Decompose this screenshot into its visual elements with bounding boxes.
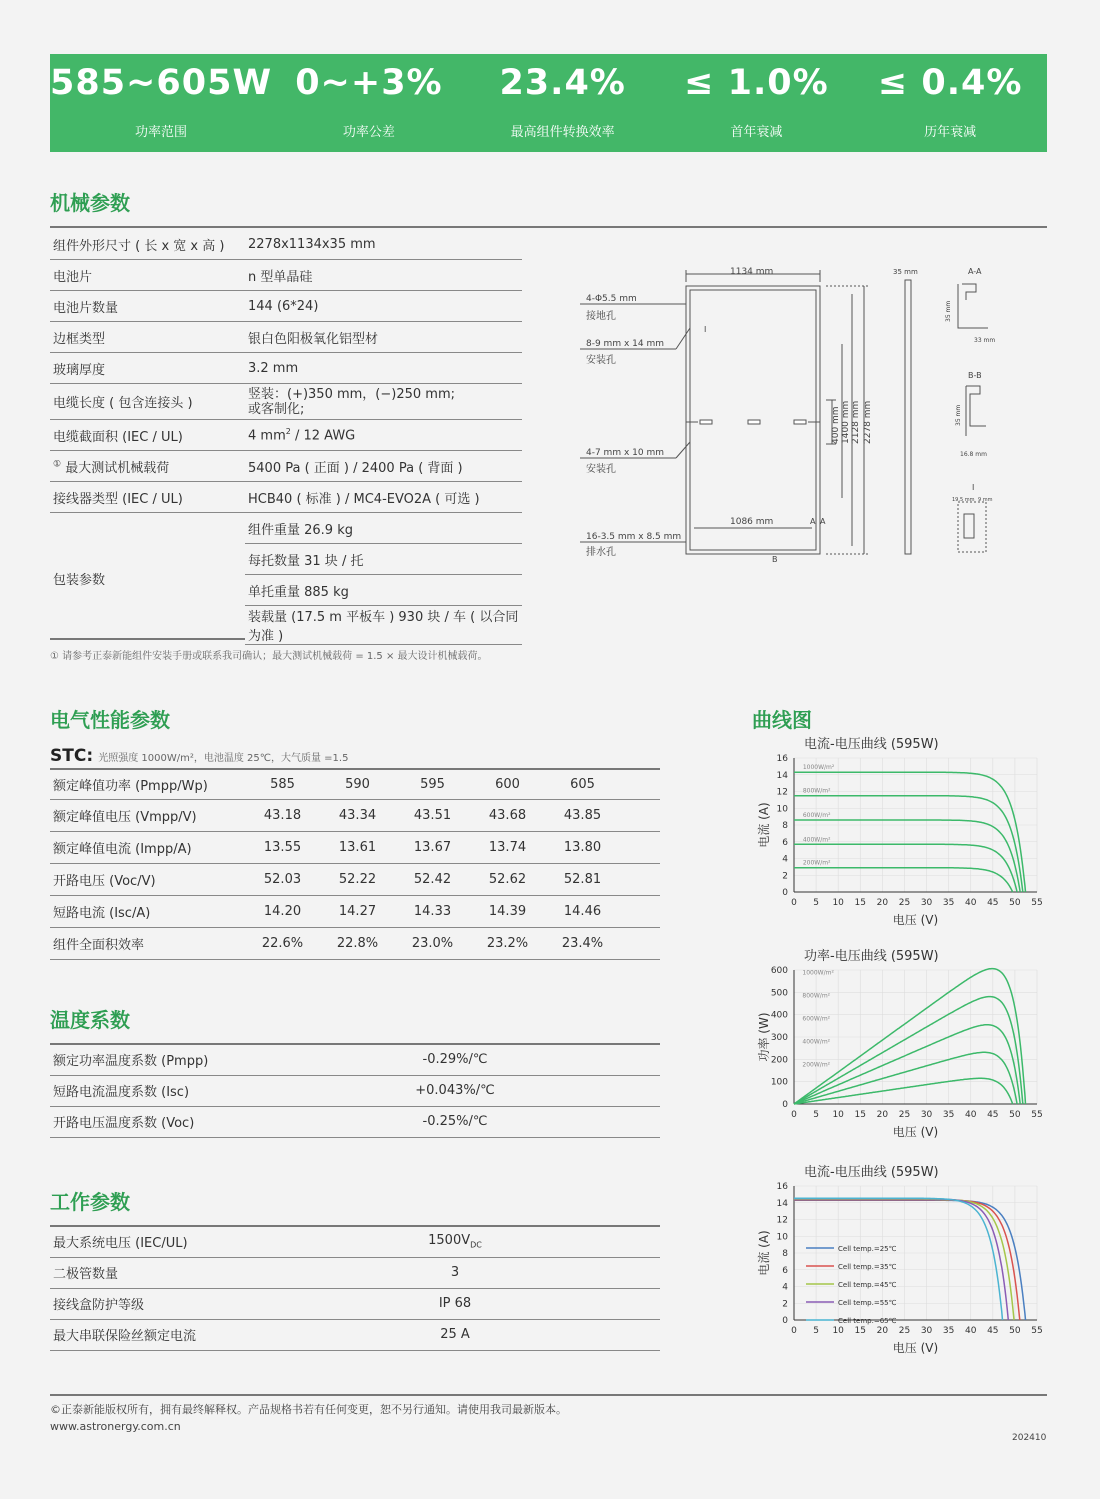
work-value: IP 68 — [350, 1288, 560, 1319]
mech-key: 电缆长度 ( 包含连接头 ) — [50, 384, 245, 420]
y-axis-label: 功率 (W) — [757, 1012, 771, 1062]
dim-bw: 16.8 mm — [960, 451, 987, 458]
x-tick-label: 25 — [898, 1110, 911, 1120]
y-tick-label: 6 — [782, 1265, 788, 1276]
work-title: 工作参数 — [50, 1190, 130, 1214]
y-tick-label: 10 — [776, 1232, 788, 1243]
x-tick-label: 40 — [965, 1110, 977, 1120]
elec-value: 600 — [470, 769, 545, 800]
table-row — [50, 1044, 660, 1075]
mech-key: 电池片 — [50, 260, 245, 291]
x-tick-label: 15 — [854, 898, 866, 908]
elec-table — [50, 769, 660, 960]
work-value: 25 A — [350, 1319, 560, 1350]
y-axis-label: 电流 (A) — [757, 802, 771, 848]
table-row — [50, 864, 660, 896]
dim-bh: 35 mm — [955, 404, 962, 426]
table-row — [50, 1226, 660, 1257]
y-tick-label: 16 — [776, 1182, 788, 1192]
section-bb — [966, 386, 986, 436]
mech-divider — [50, 226, 1047, 228]
mech-value: 银白色阳极氧化铝型材 — [245, 322, 522, 353]
x-tick-label: 35 — [942, 898, 955, 908]
mech-value: 2278x1134x35 mm — [245, 229, 522, 260]
elec-value: 14.33 — [395, 896, 470, 928]
x-tick-label: 40 — [965, 1326, 977, 1336]
elec-value: 23.0% — [395, 928, 470, 960]
x-tick-label: 5 — [813, 898, 819, 908]
y-tick-label: 12 — [776, 1215, 788, 1226]
max-voltage: 1500V — [428, 1232, 471, 1248]
elec-key: 组件全面积效率 — [50, 928, 245, 960]
kpi-power-tolerance — [272, 54, 466, 152]
y-tick-label: 600 — [770, 966, 788, 976]
dim-depth: 35 mm — [893, 268, 918, 276]
x-tick-label: 0 — [791, 898, 797, 908]
table-row — [50, 769, 660, 800]
x-tick-label: 15 — [854, 1326, 866, 1336]
x-tick-label: 40 — [965, 898, 977, 908]
y-tick-label: 2 — [782, 871, 788, 882]
footer-url[interactable]: www.astronergy.com.cn — [50, 1420, 181, 1433]
y-tick-label: 100 — [770, 1077, 788, 1088]
kpi-value: 23.4% — [499, 63, 626, 103]
elec-value: 52.03 — [245, 864, 320, 896]
mech-key — [50, 451, 245, 482]
table-row — [50, 513, 522, 544]
series-label: 600W/m² — [802, 811, 831, 819]
mech-key: 接线器类型 (IEC / UL) — [50, 482, 245, 513]
temp-key: 短路电流温度系数 (Isc) — [50, 1075, 350, 1106]
table-row — [50, 800, 660, 832]
pack-label: 包装参数 — [53, 573, 106, 589]
mech-key: 组件外形尺寸 ( 长 x 宽 x 高 ) — [50, 229, 245, 260]
elec-value: 43.18 — [245, 800, 320, 832]
y-tick-label: 200 — [770, 1055, 788, 1066]
marker-a: A — [820, 517, 826, 526]
kpi-power-range — [50, 54, 272, 152]
y-tick-label: 0 — [782, 888, 788, 898]
table-row — [50, 1106, 660, 1137]
elec-value: 14.20 — [245, 896, 320, 928]
work-key: 二极管数量 — [50, 1257, 350, 1288]
dim-1400: 1400 mm — [841, 400, 851, 444]
curves-title: 曲线图 — [752, 708, 812, 732]
module-drawing — [580, 262, 1040, 572]
x-tick-label: 45 — [987, 1326, 999, 1336]
dc-sub: DC — [470, 1240, 482, 1250]
elec-value: 43.51 — [395, 800, 470, 832]
table-row — [50, 928, 660, 960]
mech-key: 边框类型 — [50, 322, 245, 353]
x-axis-label: 电压 (V) — [892, 913, 939, 927]
x-tick-label: 55 — [1031, 1110, 1043, 1120]
elec-value: 52.81 — [545, 864, 620, 896]
hole-ground-label: 接地孔 — [586, 311, 616, 322]
y-tick-label: 2 — [782, 1299, 788, 1310]
label-i: I — [972, 483, 975, 492]
dim-iw: 19.5 mm — [952, 497, 975, 503]
y-tick-label: 8 — [782, 821, 788, 831]
table-row — [50, 482, 522, 513]
hole-mount-1: 8-9 mm x 14 mm — [586, 339, 664, 349]
mech-key: 电池片数量 — [50, 291, 245, 322]
kpi-annual-degradation — [853, 54, 1047, 152]
x-tick-label: 30 — [920, 1326, 933, 1336]
temp-value: -0.25%/℃ — [350, 1106, 560, 1137]
temp-value: -0.29%/℃ — [350, 1044, 560, 1075]
y-tick-label: 14 — [776, 770, 788, 781]
elec-value: 52.42 — [395, 864, 470, 896]
y-tick-label: 400 — [770, 1010, 788, 1021]
pack-divider — [50, 638, 245, 640]
table-row — [50, 229, 522, 260]
stc-label: STC: — [50, 746, 94, 766]
cable-length: 竖装：(+)350 mm，(−)250 mm; — [248, 386, 455, 402]
module-side — [905, 280, 911, 554]
detail-i — [958, 502, 986, 552]
temp-key: 额定功率温度系数 (Pmpp) — [50, 1044, 350, 1075]
series-label: 1000W/m² — [802, 969, 834, 977]
x-tick-label: 35 — [942, 1110, 955, 1120]
dim-2278: 2278 mm — [863, 400, 873, 444]
iv-irradiance-chart — [750, 730, 1050, 942]
x-tick-label: 45 — [987, 898, 999, 908]
series-label: 600W/m² — [802, 1015, 831, 1023]
kpi-label: 功率公差 — [342, 125, 395, 140]
table-row — [50, 896, 660, 928]
x-tick-label: 45 — [987, 1110, 999, 1120]
table-row — [50, 260, 522, 291]
series-line — [794, 868, 1013, 892]
label-aa: A-A — [968, 267, 982, 276]
x-tick-label: 0 — [791, 1326, 797, 1336]
mech-value: 3.2 mm — [245, 353, 522, 384]
series-label: 800W/m² — [802, 787, 831, 795]
elec-key: 开路电压 (Voc/V) — [50, 864, 245, 896]
pack-value: 每托数量 31 块 / 托 — [245, 544, 522, 575]
y-tick-label: 12 — [776, 787, 788, 798]
x-tick-label: 5 — [813, 1110, 819, 1120]
y-tick-label: 0 — [782, 1316, 788, 1326]
work-key: 接线盒防护等级 — [50, 1288, 350, 1319]
mech-key: 电缆截面积 (IEC / UL) — [50, 420, 245, 451]
table-row — [50, 353, 522, 384]
work-key: 最大串联保险丝额定电流 — [50, 1319, 350, 1350]
x-tick-label: 55 — [1031, 898, 1043, 908]
y-tick-label: 4 — [782, 854, 788, 865]
hole-mount-2: 4-7 mm x 10 mm — [586, 448, 664, 458]
elec-value: 13.55 — [245, 832, 320, 864]
elec-value: 43.34 — [320, 800, 395, 832]
work-value: 3 — [350, 1257, 560, 1288]
stc-note: 光照强度 1000W/m²，电池温度 25℃，大气质量 =1.5 — [98, 753, 349, 764]
legend-label: Cell temp.=55℃ — [838, 1299, 897, 1307]
table-row — [50, 384, 522, 420]
elec-key: 额定峰值功率 (Pmpp/Wp) — [50, 769, 245, 800]
iv-temperature-chart — [750, 1158, 1050, 1373]
legend-label: Cell temp.=35℃ — [838, 1263, 897, 1271]
footer-copyright: ©正泰新能版权所有，拥有最终解释权。产品规格书若有任何变更，恕不另行通知。请使用我司最新版本。 — [50, 1403, 567, 1416]
series-label: 400W/m² — [802, 836, 831, 844]
x-tick-label: 25 — [898, 898, 911, 908]
section-aa — [958, 284, 988, 328]
mech-table — [50, 229, 522, 645]
table-row — [50, 832, 660, 864]
marker-i: I — [704, 325, 707, 334]
elec-value: 52.22 — [320, 864, 395, 896]
kpi-value: ≤ 1.0% — [684, 63, 829, 103]
elec-title: 电气性能参数 — [50, 708, 170, 732]
chart-title: 功率-电压曲线 (595W) — [804, 949, 939, 964]
footer-divider — [50, 1394, 1047, 1396]
x-axis-label: 电压 (V) — [892, 1125, 939, 1139]
footer-code: 202410 — [1012, 1433, 1047, 1443]
y-tick-label: 500 — [770, 988, 788, 999]
y-tick-label: 0 — [782, 1100, 788, 1110]
temp-key: 开路电压温度系数 (Voc) — [50, 1106, 350, 1137]
hole-drain: 16-3.5 mm x 8.5 mm — [586, 532, 682, 542]
work-key: 最大系统电压 (IEC/UL) — [50, 1226, 350, 1257]
elec-value: 13.80 — [545, 832, 620, 864]
x-tick-label: 30 — [920, 1110, 933, 1120]
series-line — [794, 1078, 1013, 1104]
temp-value: +0.043%/℃ — [350, 1075, 560, 1106]
table-row — [50, 1288, 660, 1319]
table-row — [50, 1319, 660, 1350]
x-tick-label: 50 — [1009, 898, 1021, 908]
elec-value: 13.74 — [470, 832, 545, 864]
elec-value: 52.62 — [470, 864, 545, 896]
elec-value: 595 — [395, 769, 470, 800]
table-row — [50, 420, 522, 451]
x-tick-label: 20 — [876, 1326, 889, 1336]
series-label: 200W/m² — [802, 1061, 831, 1069]
work-value — [350, 1226, 560, 1257]
elec-value: 14.46 — [545, 896, 620, 928]
x-tick-label: 10 — [832, 898, 844, 908]
table-row — [50, 451, 522, 482]
elec-value: 23.4% — [545, 928, 620, 960]
elec-value: 43.85 — [545, 800, 620, 832]
mech-value — [245, 384, 522, 420]
mech-value: 4 $mm^2 / 12$ AWG — [245, 420, 522, 451]
elec-key: 额定峰值电流 (Impp/A) — [50, 832, 245, 864]
kpi-value: 0~+3% — [295, 63, 443, 103]
pack-value: 装载量 (17.5 m 平板车 ) 930 块 / 车 ( 以合同为准 ) — [245, 606, 522, 645]
y-tick-label: 6 — [782, 837, 788, 848]
dim-2128: 2128 mm — [851, 400, 861, 444]
kpi-efficiency — [466, 54, 660, 152]
dim-width: 1134 mm — [730, 267, 774, 277]
hole-drain-label: 排水孔 — [586, 547, 616, 558]
dim-aw: 33 mm — [974, 337, 996, 344]
x-tick-label: 55 — [1031, 1326, 1043, 1336]
temp-table — [50, 1044, 660, 1138]
y-tick-label: 10 — [776, 804, 788, 815]
kpi-banner — [50, 54, 1047, 152]
dim-ah: 35 mm — [945, 300, 952, 322]
work-table — [50, 1226, 660, 1351]
x-tick-label: 50 — [1009, 1110, 1021, 1120]
y-tick-label: 16 — [776, 754, 788, 764]
marker-b: B — [772, 555, 778, 564]
mech-value: n 型单晶硅 — [245, 260, 522, 291]
kpi-value: 585~605W — [50, 63, 273, 103]
elec-value: 14.27 — [320, 896, 395, 928]
elec-key: 短路电流 (Isc/A) — [50, 896, 245, 928]
chart-title: 电流-电压曲线 (595W) — [804, 737, 939, 752]
elec-value: 13.67 — [395, 832, 470, 864]
elec-value: 605 — [545, 769, 620, 800]
series-label: 200W/m² — [802, 859, 831, 867]
chart-title: 电流-电压曲线 (595W) — [804, 1165, 939, 1180]
mech-title: 机械参数 — [50, 191, 130, 215]
x-tick-label: 50 — [1009, 1326, 1021, 1336]
hole-mount-2-label: 安装孔 — [586, 464, 616, 475]
hole-mount-1-label: 安装孔 — [586, 355, 616, 366]
elec-value: 590 — [320, 769, 395, 800]
table-row — [50, 1075, 660, 1106]
y-tick-label: 8 — [782, 1249, 788, 1259]
pack-value: 单托重量 885 kg — [245, 575, 522, 606]
series-line — [794, 820, 1020, 892]
kpi-value: ≤ 0.4% — [877, 63, 1023, 103]
pv-irradiance-chart — [750, 942, 1050, 1154]
legend-label: Cell temp.=65℃ — [838, 1317, 897, 1325]
dim-400: 400 mm — [831, 406, 841, 444]
x-tick-label: 30 — [920, 898, 933, 908]
x-axis-label: 电压 (V) — [892, 1341, 939, 1355]
series-label: 800W/m² — [802, 992, 831, 1000]
temp-title: 温度系数 — [50, 1008, 130, 1032]
mech-value: 144 (6*24) — [245, 291, 522, 322]
x-tick-label: 15 — [854, 1110, 866, 1120]
elec-value: 23.2% — [470, 928, 545, 960]
table-row — [50, 291, 522, 322]
marker-a: A — [810, 517, 816, 526]
series-label: 1000W/m² — [802, 764, 835, 772]
stc-line — [50, 746, 348, 766]
y-axis-label: 电流 (A) — [757, 1230, 771, 1276]
dim-iw2: 9 mm — [978, 497, 993, 503]
elec-value: 13.61 — [320, 832, 395, 864]
footnote-mark: ① — [53, 459, 62, 470]
hole-ground: 4-Φ5.5 mm — [586, 294, 637, 304]
y-tick-label: 300 — [770, 1033, 788, 1043]
elec-value: 22.8% — [320, 928, 395, 960]
x-tick-label: 10 — [832, 1110, 844, 1120]
elec-value: 14.39 — [470, 896, 545, 928]
y-tick-label: 14 — [776, 1198, 788, 1209]
kpi-label: 最高组件转换效率 — [510, 125, 615, 140]
table-row — [50, 1257, 660, 1288]
kpi-label: 首年衰减 — [730, 125, 783, 140]
mech-value: 5400 Pa ( 正面 ) / 2400 Pa ( 背面 ) — [245, 451, 522, 482]
x-tick-label: 25 — [898, 1326, 911, 1336]
kpi-label: 历年衰减 — [924, 125, 977, 140]
table-row — [50, 322, 522, 353]
y-tick-label: 4 — [782, 1282, 788, 1293]
legend-label: Cell temp.=25℃ — [838, 1245, 897, 1253]
x-tick-label: 5 — [813, 1326, 819, 1336]
mech-value: HCB40 ( 标准 ) / MC4-EVO2A ( 可选 ) — [245, 482, 522, 513]
x-tick-label: 20 — [876, 1110, 889, 1120]
x-tick-label: 20 — [876, 898, 889, 908]
kpi-first-year-degradation — [660, 54, 854, 152]
kpi-label: 功率范围 — [135, 125, 188, 140]
mech-key: 玻璃厚度 — [50, 353, 245, 384]
label-bb: B-B — [968, 371, 982, 380]
mech-footnote: ① 请参考正泰新能组件安装手册或联系我司确认；最大测试机械载荷 = 1.5 × 最大设计机械载荷。 — [50, 651, 488, 662]
elec-value: 43.68 — [470, 800, 545, 832]
x-tick-label: 10 — [832, 1326, 844, 1336]
x-tick-label: 35 — [942, 1326, 955, 1336]
elec-value: 22.6% — [245, 928, 320, 960]
x-tick-label: 0 — [791, 1110, 797, 1120]
elec-key: 额定峰值电压 (Vmpp/V) — [50, 800, 245, 832]
pack-value: 组件重量 26.9 kg — [245, 513, 522, 544]
elec-value: 585 — [245, 769, 320, 800]
cable-custom: 或客制化; — [248, 401, 305, 417]
dim-inner: 1086 mm — [730, 517, 774, 527]
mech-key-text: 最大测试机械载荷 — [65, 460, 170, 476]
legend-label: Cell temp.=45℃ — [838, 1281, 897, 1289]
series-label: 400W/m² — [802, 1038, 831, 1046]
